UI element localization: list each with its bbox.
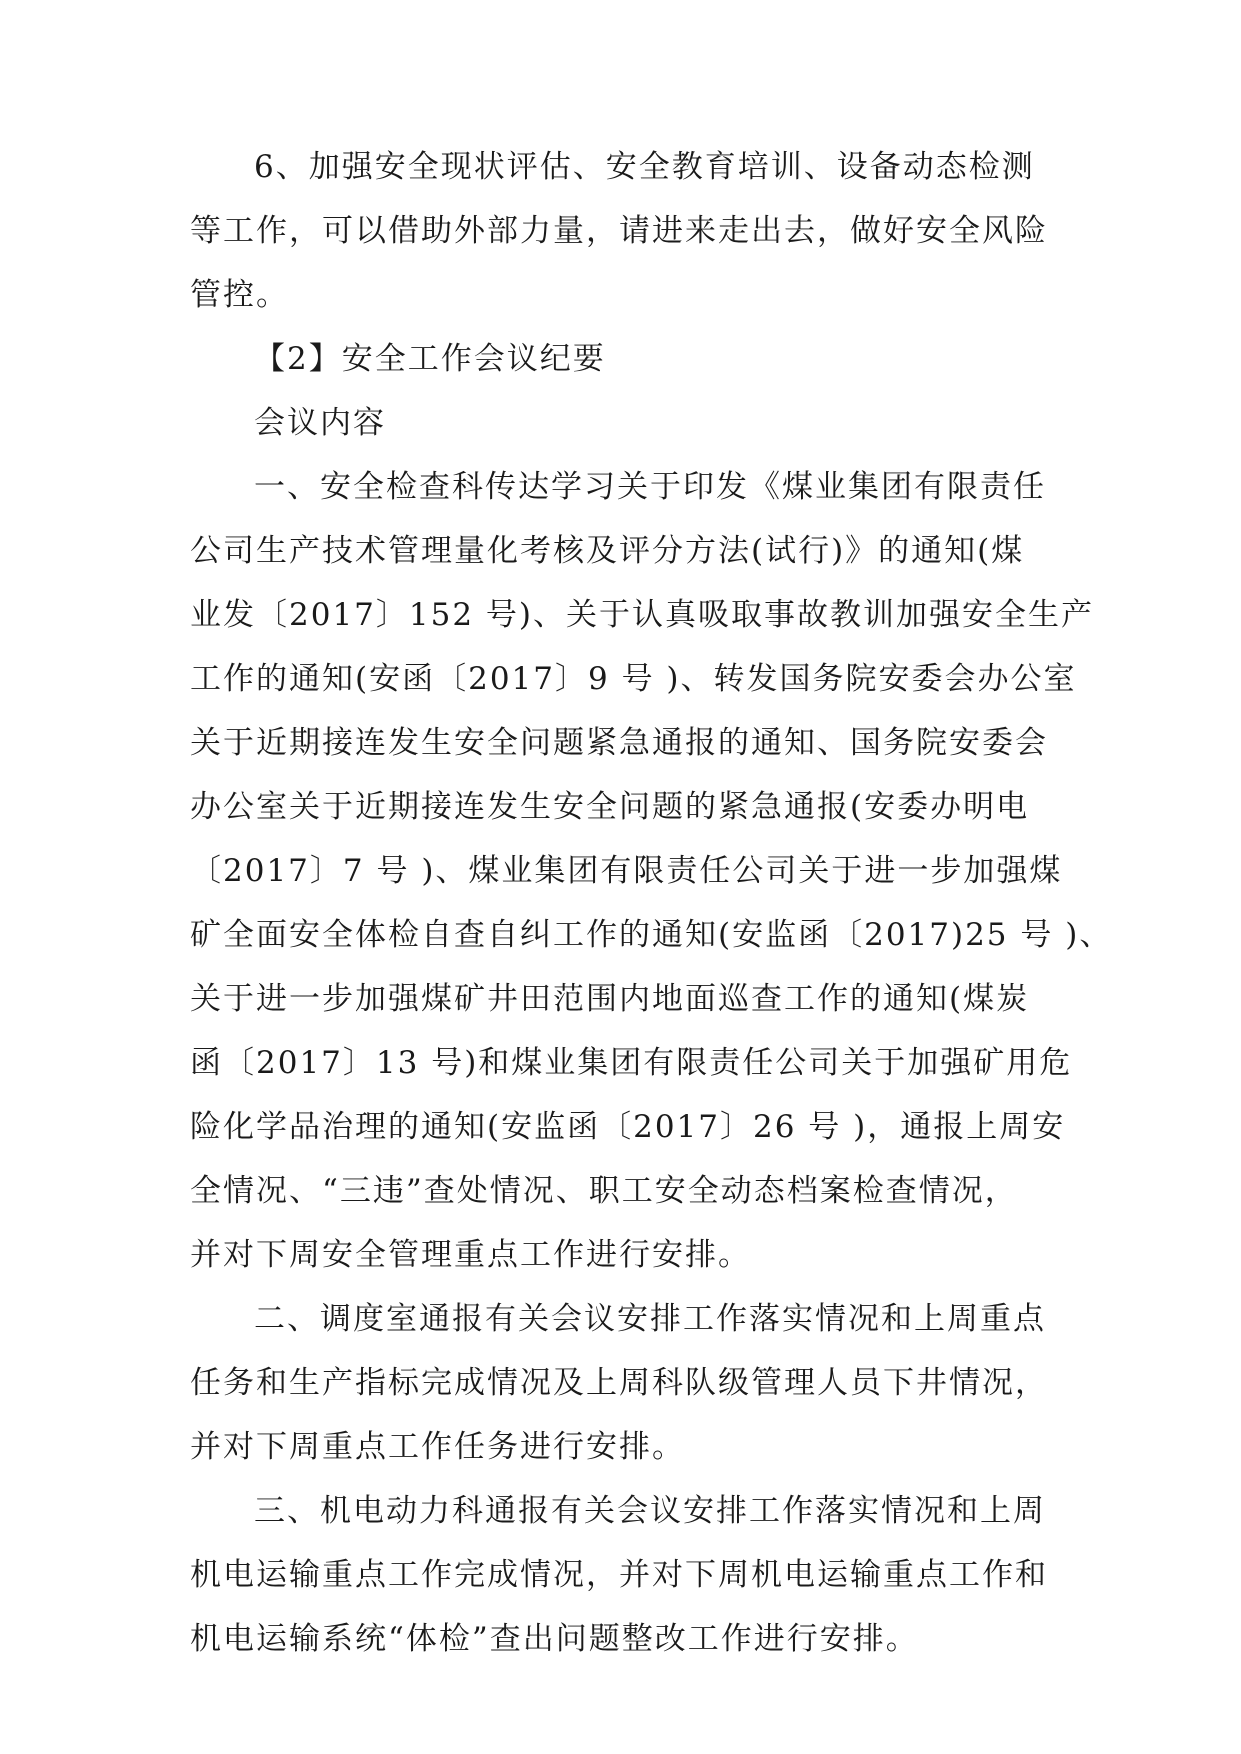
paragraph-line: 一、安全检查科传达学习关于印发《煤业集团有限责任 (254, 469, 1046, 505)
paragraph-line: 三、机电动力科通报有关会议安排工作落实情况和上周 (254, 1493, 1046, 1529)
paragraph-line: 全情况、“三违”查处情况、职工安全动态档案检查情况， (190, 1173, 1018, 1209)
paragraph-line: 二、调度室通报有关会议安排工作落实情况和上周重点 (254, 1301, 1046, 1337)
paragraph-line: 关于近期接连发生安全问题紧急通报的通知、国务院安委会 (190, 725, 1048, 761)
paragraph-line: 矿全面安全体检自查自纠工作的通知(安监函〔2017)25 号 )、 (190, 917, 1113, 953)
paragraph-line: 公司生产技术管理量化考核及评分方法(试行)》的通知(煤 (190, 533, 1025, 569)
paragraph-line: 函〔2017〕13 号)和煤业集团有限责任公司关于加强矿用危 (190, 1045, 1073, 1081)
paragraph-line: 管控。 (190, 277, 289, 313)
paragraph-line: 关于进一步加强煤矿井田范围内地面巡查工作的通知(煤炭 (190, 981, 1030, 1017)
document-body (190, 135, 1113, 1671)
paragraph-line: 办公室关于近期接连发生安全问题的紧急通报(安委办明电 (190, 789, 1030, 825)
section-heading: 【2】安全工作会议纪要 (254, 341, 606, 377)
paragraph-line: 6、加强安全现状评估、安全教育培训、设备动态检测 (254, 149, 1035, 185)
paragraph-line: 工作的通知(安函〔2017〕9 号 )、转发国务院安委会办公室 (190, 661, 1077, 697)
paragraph-line: 任务和生产指标完成情况及上周科队级管理人员下井情况， (190, 1365, 1048, 1401)
paragraph-line: 并对下周重点工作任务进行安排。 (190, 1429, 685, 1465)
paragraph-line: 业发〔2017〕152 号)、关于认真吸取事故教训加强安全生产 (190, 597, 1095, 633)
paragraph-line: 〔2017〕7 号 )、煤业集团有限责任公司关于进一步加强煤 (190, 853, 1063, 889)
paragraph-line: 机电运输系统“体检”查出问题整改工作进行安排。 (190, 1621, 919, 1657)
paragraph-line: 并对下周安全管理重点工作进行安排。 (190, 1237, 751, 1273)
paragraph-line: 等工作，可以借助外部力量，请进来走出去，做好安全风险 (190, 213, 1048, 249)
paragraph-line: 机电运输重点工作完成情况，并对下周机电运输重点工作和 (190, 1557, 1048, 1593)
paragraph-line: 险化学品治理的通知(安监函〔2017〕26 号 )，通报上周安 (190, 1109, 1066, 1145)
subheading: 会议内容 (254, 405, 386, 441)
